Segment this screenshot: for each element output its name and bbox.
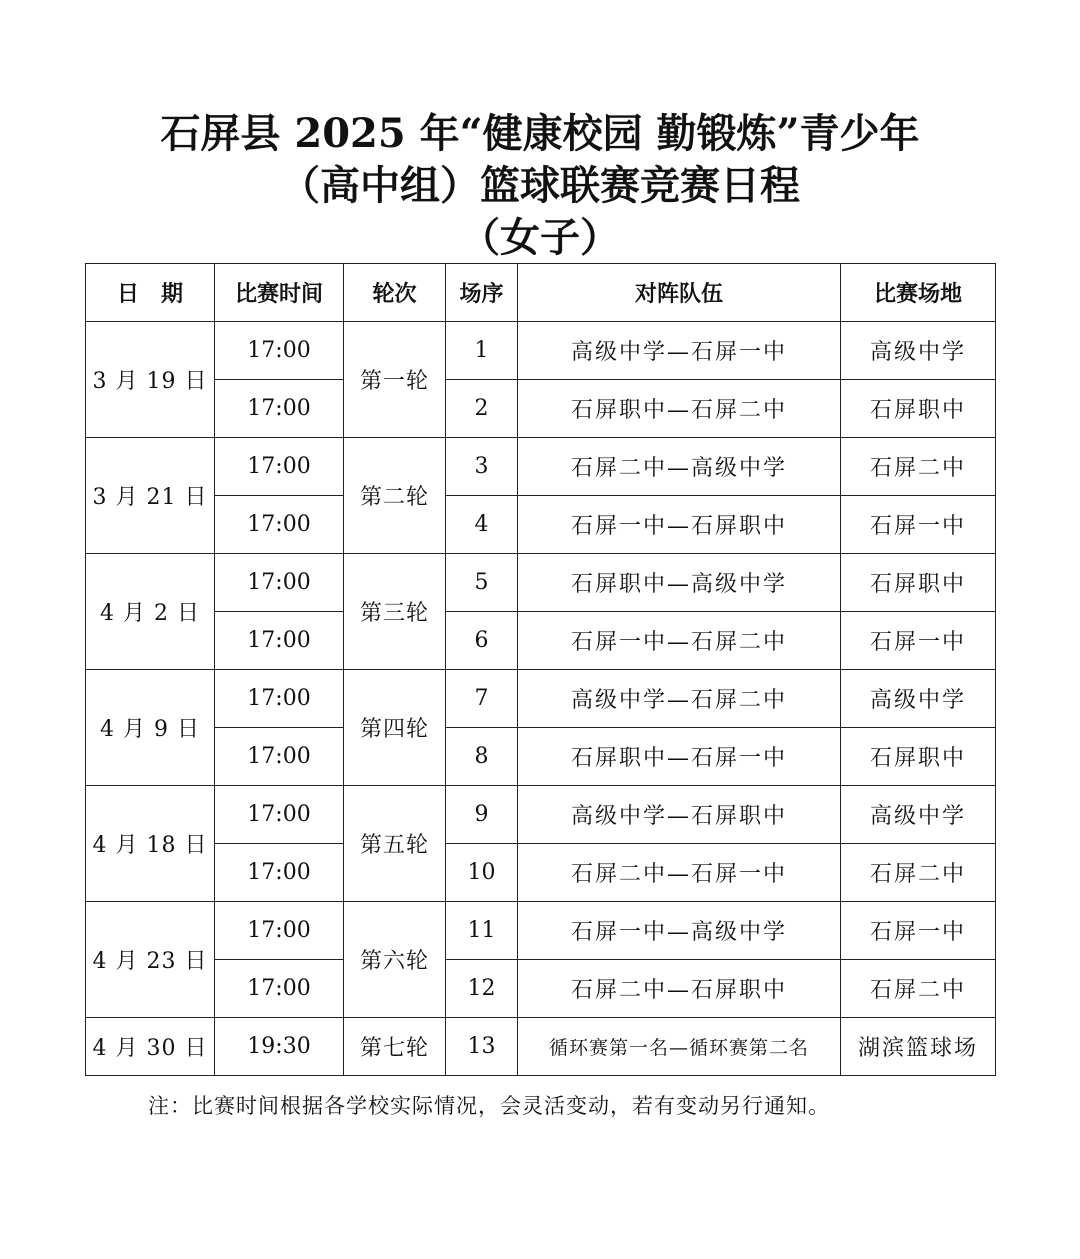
venue-cell: 石屏二中 xyxy=(841,960,996,1018)
venue-cell: 石屏二中 xyxy=(841,844,996,902)
venue-cell: 石屏职中 xyxy=(841,728,996,786)
match-no-cell: 12 xyxy=(446,960,518,1018)
table-row xyxy=(86,670,996,728)
time-cell: 17:00 xyxy=(215,728,344,786)
table-row xyxy=(86,438,996,496)
table-row xyxy=(86,960,996,1018)
table-row xyxy=(86,728,996,786)
time-cell: 17:00 xyxy=(215,670,344,728)
round-cell: 第七轮 xyxy=(344,1018,446,1076)
time-cell: 17:00 xyxy=(215,612,344,670)
title-line-3: （女子） xyxy=(460,214,620,261)
match-no-cell: 1 xyxy=(446,322,518,380)
table-row xyxy=(86,844,996,902)
venue-cell: 石屏二中 xyxy=(841,438,996,496)
teams-cell: 石屏一中—高级中学 xyxy=(518,902,841,960)
header-time: 比赛时间 xyxy=(215,264,344,322)
teams-cell: 石屏二中—石屏职中 xyxy=(518,960,841,1018)
teams-cell: 石屏职中—石屏二中 xyxy=(518,380,841,438)
match-no-cell: 7 xyxy=(446,670,518,728)
time-cell: 17:00 xyxy=(215,960,344,1018)
teams-cell: 循环赛第一名—循环赛第二名 xyxy=(518,1018,841,1076)
teams-cell: 石屏二中—高级中学 xyxy=(518,438,841,496)
time-cell: 19:30 xyxy=(215,1018,344,1076)
header-venue: 比赛场地 xyxy=(841,264,996,322)
title-line-2: （高中组）篮球联赛竞赛日程 xyxy=(280,162,800,209)
table-row xyxy=(86,1018,996,1076)
header-teams: 对阵队伍 xyxy=(518,264,841,322)
header-match-no: 场序 xyxy=(446,264,518,322)
round-cell: 第六轮 xyxy=(344,902,446,1018)
match-no-cell: 6 xyxy=(446,612,518,670)
venue-cell: 湖滨篮球场 xyxy=(841,1018,996,1076)
match-no-cell: 4 xyxy=(446,496,518,554)
header-date: 日 期 xyxy=(86,264,215,322)
date-cell: 4 月 23 日 xyxy=(86,902,215,1018)
teams-cell: 石屏二中—石屏一中 xyxy=(518,844,841,902)
document-title xyxy=(0,108,1080,264)
teams-cell: 石屏一中—石屏职中 xyxy=(518,496,841,554)
title-line-1: 石屏县 2025 年“健康校园 勤锻炼”青少年 xyxy=(160,110,920,157)
table-row xyxy=(86,902,996,960)
date-cell: 3 月 19 日 xyxy=(86,322,215,438)
time-cell: 17:00 xyxy=(215,554,344,612)
time-cell: 17:00 xyxy=(215,902,344,960)
footnote: 注：比赛时间根据各学校实际情况，会灵活变动，若有变动另行通知。 xyxy=(148,1094,830,1118)
date-cell: 4 月 2 日 xyxy=(86,554,215,670)
match-no-cell: 5 xyxy=(446,554,518,612)
table-row xyxy=(86,496,996,554)
time-cell: 17:00 xyxy=(215,496,344,554)
teams-cell: 高级中学—石屏二中 xyxy=(518,670,841,728)
date-cell: 4 月 18 日 xyxy=(86,786,215,902)
venue-cell: 石屏一中 xyxy=(841,612,996,670)
round-cell: 第三轮 xyxy=(344,554,446,670)
match-no-cell: 2 xyxy=(446,380,518,438)
match-no-cell: 9 xyxy=(446,786,518,844)
match-no-cell: 13 xyxy=(446,1018,518,1076)
table-row xyxy=(86,786,996,844)
venue-cell: 石屏职中 xyxy=(841,380,996,438)
date-cell: 3 月 21 日 xyxy=(86,438,215,554)
round-cell: 第二轮 xyxy=(344,438,446,554)
time-cell: 17:00 xyxy=(215,380,344,438)
match-no-cell: 3 xyxy=(446,438,518,496)
venue-cell: 高级中学 xyxy=(841,786,996,844)
date-cell: 4 月 9 日 xyxy=(86,670,215,786)
match-no-cell: 11 xyxy=(446,902,518,960)
venue-cell: 石屏一中 xyxy=(841,902,996,960)
table-row xyxy=(86,380,996,438)
teams-cell: 高级中学—石屏一中 xyxy=(518,322,841,380)
teams-cell: 石屏职中—石屏一中 xyxy=(518,728,841,786)
schedule-table xyxy=(85,263,996,1076)
header-round: 轮次 xyxy=(344,264,446,322)
time-cell: 17:00 xyxy=(215,786,344,844)
match-no-cell: 10 xyxy=(446,844,518,902)
time-cell: 17:00 xyxy=(215,438,344,496)
table-row xyxy=(86,322,996,380)
table-row xyxy=(86,612,996,670)
teams-cell: 石屏职中—高级中学 xyxy=(518,554,841,612)
teams-cell: 石屏一中—石屏二中 xyxy=(518,612,841,670)
header-row xyxy=(86,264,996,322)
time-cell: 17:00 xyxy=(215,844,344,902)
venue-cell: 石屏职中 xyxy=(841,554,996,612)
venue-cell: 高级中学 xyxy=(841,322,996,380)
date-cell: 4 月 30 日 xyxy=(86,1018,215,1076)
teams-cell: 高级中学—石屏职中 xyxy=(518,786,841,844)
venue-cell: 石屏一中 xyxy=(841,496,996,554)
round-cell: 第一轮 xyxy=(344,322,446,438)
round-cell: 第五轮 xyxy=(344,786,446,902)
round-cell: 第四轮 xyxy=(344,670,446,786)
venue-cell: 高级中学 xyxy=(841,670,996,728)
match-no-cell: 8 xyxy=(446,728,518,786)
table-row xyxy=(86,554,996,612)
time-cell: 17:00 xyxy=(215,322,344,380)
